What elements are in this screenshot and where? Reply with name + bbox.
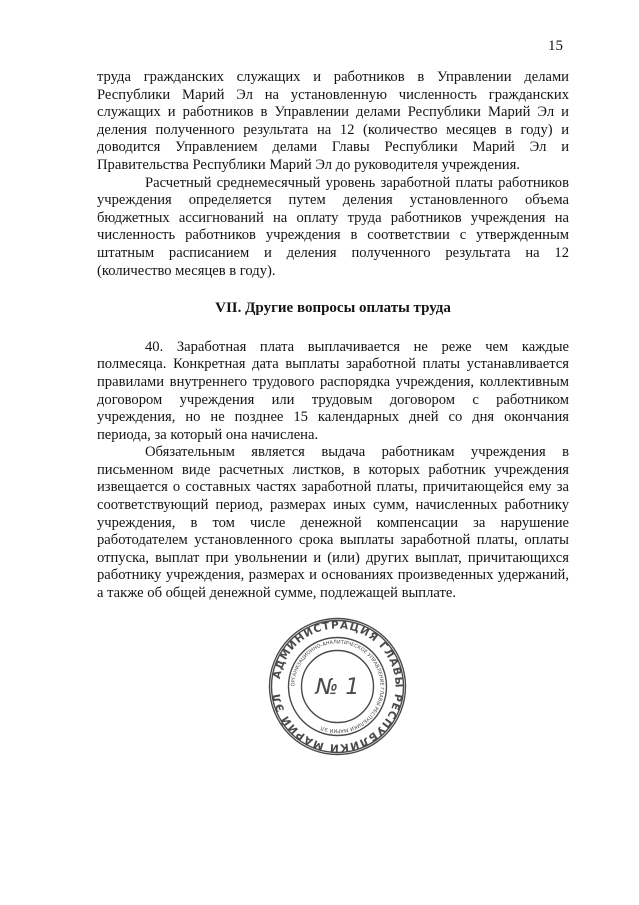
paragraph-pay-slips: Обязательным является выдача работникам учреждения в письменном виде расчетных листков, в которых работник учреждения извещается о составных частях заработной платы, причитающейся ему за соответствующий период, размерах иных сумм, начисленных работнику учреждения, в том числе денежной компенсации за нарушение работодателем установленного срока выплаты заработной платы, оплаты отпуска, выплат при увольнении и (или) других выплат, причитающихся работнику учреждения, размерах и основаниях произведенных удержаний, а также об общей денежной сумме, подлежащей выплате. xyxy=(97,444,569,602)
official-seal xyxy=(267,616,408,757)
section-heading: VII. Другие вопросы оплаты труда xyxy=(215,300,451,317)
paragraph-average-salary: Расчетный среднемесячный уровень заработной платы работников учреждения определяется путем деления установленного объема бюджетных ассигнований на оплату труда работников учреждения на численность работников учреждения в соответствии с утвержденным штатным расписанием и деления полученного результата на 12 (количество месяцев в году). xyxy=(97,174,569,279)
paragraph-continuation: труда гражданских служащих и работников в Управлении делами Республики Марий Эл на установленную численность гражданских служащих и работников в Управлении делами Республики Марий Эл и деления полученного результата на 12 (количество месяцев в году) и доводится Управлением делами Главы Республики Марий Эл и Правительства Республики Марий Эл до руководителя учреждения. xyxy=(97,69,569,173)
document-body xyxy=(97,69,569,603)
page-number: 15 xyxy=(548,38,563,54)
seal-number: № 1 xyxy=(315,675,360,700)
paragraph-40: 40. Заработная плата выплачивается не реже чем каждые полмесяца. Конкретная дата выплаты заработной платы устанавливается правилами внутреннего трудового распорядка учреждения, коллективным договором учреждения или трудовым договором с работником учреждения, но не позднее 15 календарных дней со дня окончания периода, за который она начислена. xyxy=(97,338,569,443)
seal-inner-text: ОРГАНИЗАЦИОННО-АНАЛИТИЧЕСКОЕ УПРАВЛЕНИЕ ГЛАВЫ РЕСПУБЛИКИ МАРИЙ ЭЛ xyxy=(290,639,385,734)
seal-outer-text: АДМИНИСТРАЦИЯ ГЛАВЫ РЕСПУБЛИКИ МАРИЙ ЭЛ xyxy=(270,619,405,754)
